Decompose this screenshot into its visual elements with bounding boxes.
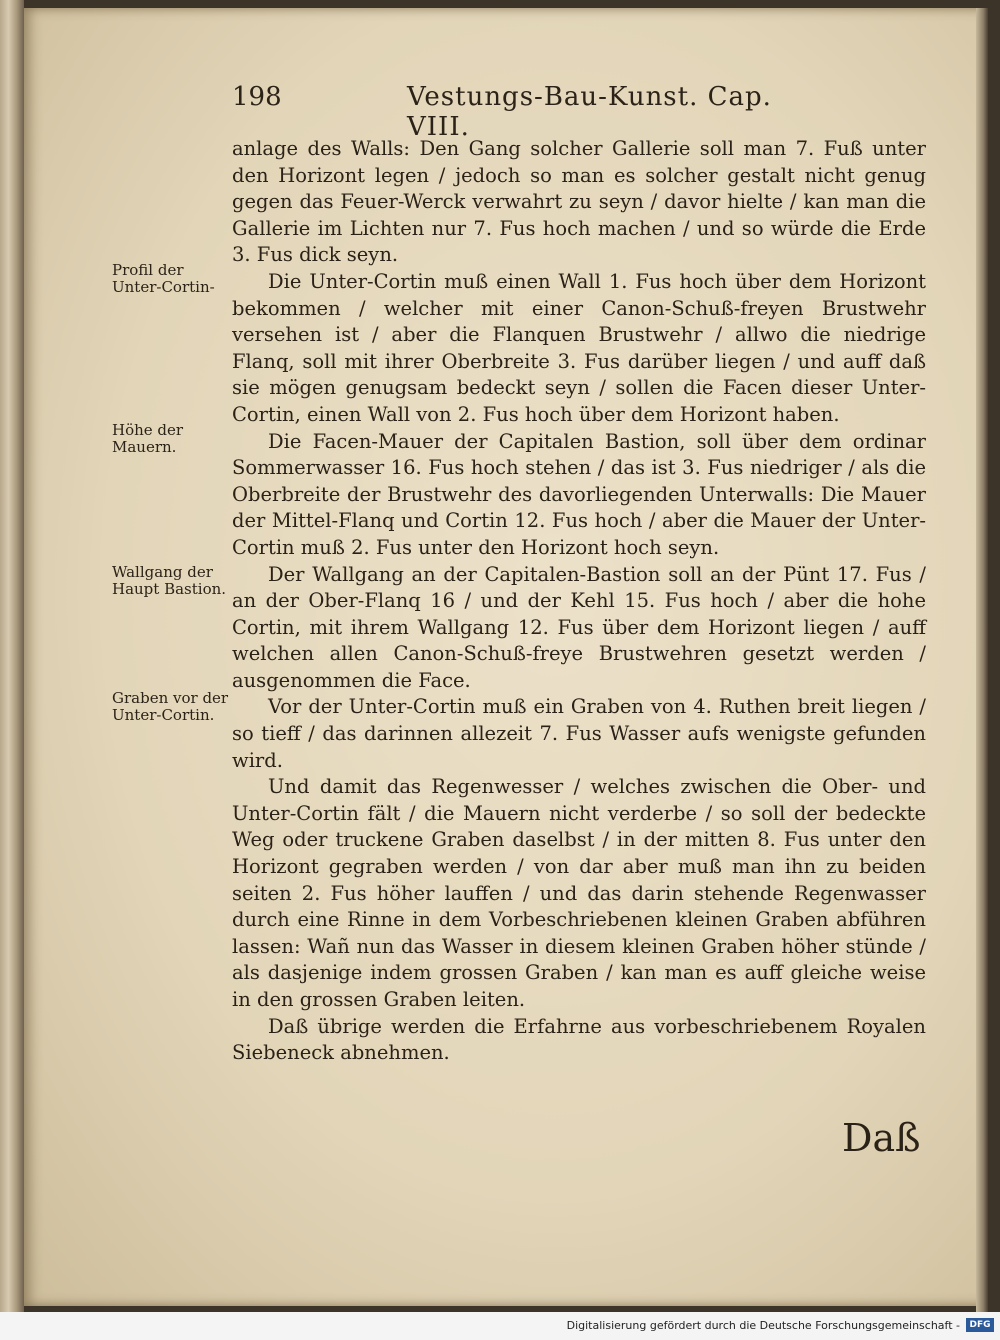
paragraph: Die Facen-Mauer der Capitalen Bastion, soll über dem ordinar Sommerwasser 16. Fus hoch stehen / das ist 3. Fus niedriger / als die Oberbreite der Brustwehr des davorliegenden Unterwalls: Die Mauer der Mittel-Flanq und Cortin 12. Fus hoch / aber die Mauer der Unter-Cortin muß 2. Fus unter den Horizont hoch seyn. — [232, 429, 926, 559]
margin-note-profil: Profil der Unter-Cortin- — [112, 261, 215, 296]
paragraph: Und damit das Regenwesser / welches zwischen die Ober- und Unter-Cortin fält / die Mauern nicht verderbe / so soll der bedeckte Weg oder truckene Graben daselbst / in der mitten 8. Fus unter den Horizont gegraben werden / von dar aber muß man ihn zu beiden seiten 2. Fus höher lauffen / und das darin stehende Regenwasser durch eine Rinne in dem Vorbeschriebenen kleinen Graben abführen lassen: Wañ nun das Wasser in diesem kleinen Graben höher stünde / als dasjenige indem grossen Graben / kan man es auff gleiche weise in den grossen Graben leiten. — [232, 775, 926, 1011]
margin-note-wallgang: Wallgang der Haupt Bastion. — [112, 563, 227, 598]
body-text — [232, 136, 926, 1067]
page-header — [232, 82, 792, 142]
footer-credit: Digitalisierung gefördert durch die Deutsche Forschungsgemeinschaft - — [566, 1319, 960, 1332]
paragraph: Daß übrige werden die Erfahrne aus vorbeschriebenem Royalen Siebeneck abnehmen. — [232, 1014, 926, 1065]
footer-bar — [0, 1312, 1000, 1340]
running-title: Vestungs-Bau-Kunst. Cap. VIII. — [407, 82, 772, 142]
paragraph: anlage des Walls: Den Gang solcher Gallerie soll man 7. Fuß unter den Horizont legen / jedoch so man es solcher gestalt nicht genug gegen das Feuer-Werck verwahrt zu seyn / davor hielte / kan man die Gallerie im Lichten nur 7. Fus hoch machen / und so würde die Erde 3. Fus dick seyn. — [232, 137, 926, 267]
page-edge-stack — [976, 8, 988, 1320]
paragraph: Vor der Unter-Cortin muß ein Graben von 4. Ruthen breit liegen / so tieff / das darinnen allezeit 7. Fus Wasser aufs wenigste gefunden wird. — [232, 695, 926, 772]
paragraph: Die Unter-Cortin muß einen Wall 1. Fus hoch über dem Horizont bekommen / welcher mit einer Canon-Schuß-freyen Brustwehr versehen ist / aber die Flanquen Brustwehr / allwo die niedrige Flanq, soll mit ihrer Oberbreite 3. Fus darüber liegen / und auff daß sie mögen genugsam bedeckt seyn / sollen die Facen dieser Unter-Cortin, einen Wall von 2. Fus hoch über dem Horizont haben. — [232, 269, 926, 426]
dfg-logo-icon: DFG — [966, 1318, 994, 1332]
catchword: Daß — [842, 1116, 921, 1160]
paragraph: Der Wallgang an der Capitalen-Bastion soll an der Pünt 17. Fus / an der Ober-Flanq 16 / und der Kehl 15. Fus hoch / aber die hohe Cortin, mit ihrem Wallgang 12. Fus über dem Horizont liegen / auff welchen allen Canon-Schuß-freye Brustwehren gesetzt werden / ausgenommen die Face. — [232, 562, 926, 692]
page-number: 198 — [232, 82, 282, 112]
margin-note-graben: Graben vor der Unter-Cortin. — [112, 689, 229, 724]
margin-note-hoehe: Höhe der Mauern. — [112, 421, 184, 456]
book-gutter — [0, 0, 24, 1312]
